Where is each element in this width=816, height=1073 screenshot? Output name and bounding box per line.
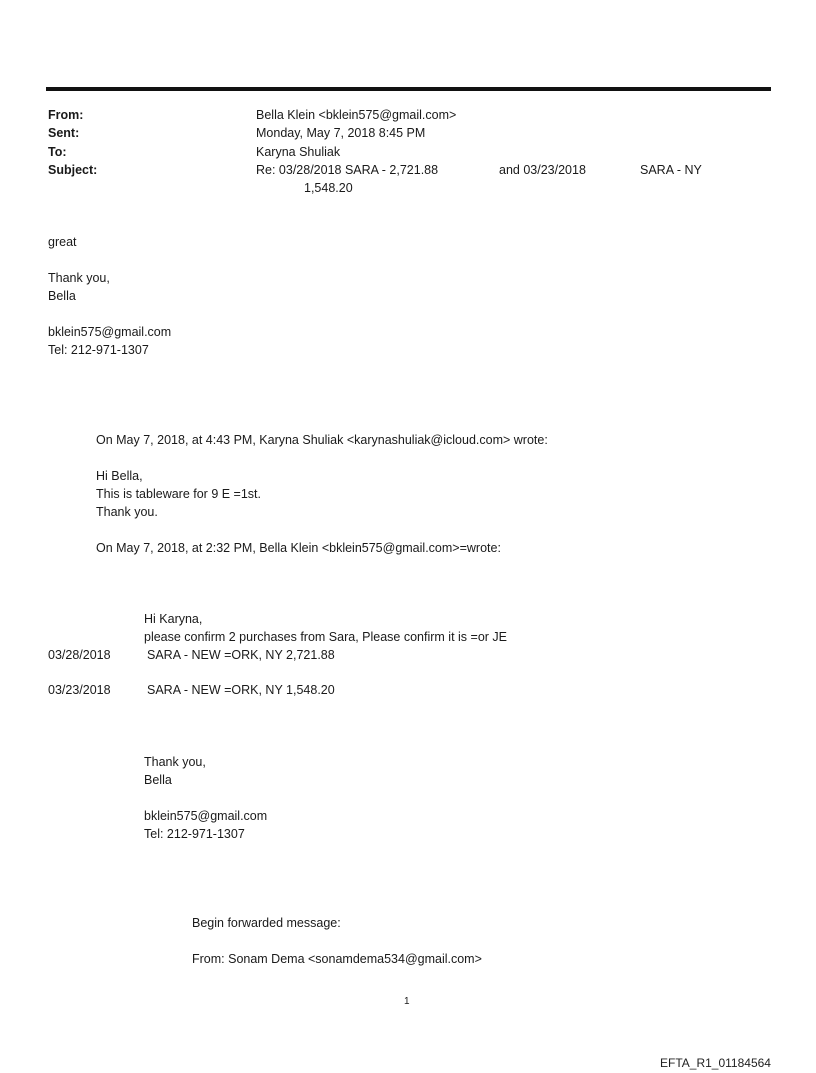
- quote1-line-2: Thank you.: [96, 505, 158, 519]
- sent-value: Monday, May 7, 2018 8:45 PM: [256, 126, 426, 140]
- purchase-description: SARA - NEW =ORK, NY 1,548.20: [147, 683, 335, 697]
- quote1-greeting: Hi Bella,: [96, 469, 143, 483]
- forwarded-from: From: Sonam Dema <sonamdema534@gmail.com>: [192, 952, 482, 966]
- sent-label: Sent:: [48, 126, 80, 140]
- quote2-signature-email: bklein575@gmail.com: [144, 809, 268, 823]
- quote2-intro: On May 7, 2018, at 2:32 PM, Bella Klein <bklein575@gmail.com>=wrote:: [96, 541, 501, 555]
- reply-thanks: Thank you,: [48, 271, 110, 285]
- purchase-date: 03/23/2018: [48, 683, 111, 697]
- quote1-intro: On May 7, 2018, at 4:43 PM, Karyna Shuliak <karynashuliak@icloud.com> wrote:: [96, 433, 548, 447]
- quote2-line-1: please confirm 2 purchases from Sara, Please confirm it is =or JE: [144, 630, 507, 644]
- reply-signature-tel: Tel: 212-971-1307: [48, 343, 149, 357]
- page-number: 1: [404, 996, 410, 1007]
- subject-part-4: 1,548.20: [304, 181, 353, 195]
- from-value: Bella Klein <bklein575@gmail.com>: [256, 108, 457, 122]
- header-divider: [46, 87, 771, 91]
- from-label: From:: [48, 108, 84, 122]
- subject-part-1: Re: 03/28/2018 SARA - 2,721.88: [256, 163, 439, 177]
- subject-part-3: SARA - NY: [640, 163, 702, 177]
- quote2-signature-tel: Tel: 212-971-1307: [144, 827, 245, 841]
- reply-signature-name: Bella: [48, 289, 76, 303]
- to-value: Karyna Shuliak: [256, 145, 341, 159]
- purchase-date: 03/28/2018: [48, 648, 111, 662]
- document-id: EFTA_R1_01184564: [660, 1056, 771, 1070]
- subject-label: Subject:: [48, 163, 98, 177]
- reply-text: great: [48, 235, 77, 249]
- quote2-greeting: Hi Karyna,: [144, 612, 203, 626]
- quote1-line-1: This is tableware for 9 E =1st.: [96, 487, 262, 501]
- to-label: To:: [48, 145, 67, 159]
- reply-signature-email: bklein575@gmail.com: [48, 325, 172, 339]
- quote2-thanks: Thank you,: [144, 755, 206, 769]
- quote2-signature-name: Bella: [144, 773, 172, 787]
- forwarded-begin: Begin forwarded message:: [192, 916, 341, 930]
- subject-part-2: and 03/23/2018: [499, 163, 586, 177]
- purchase-description: SARA - NEW =ORK, NY 2,721.88: [147, 648, 335, 662]
